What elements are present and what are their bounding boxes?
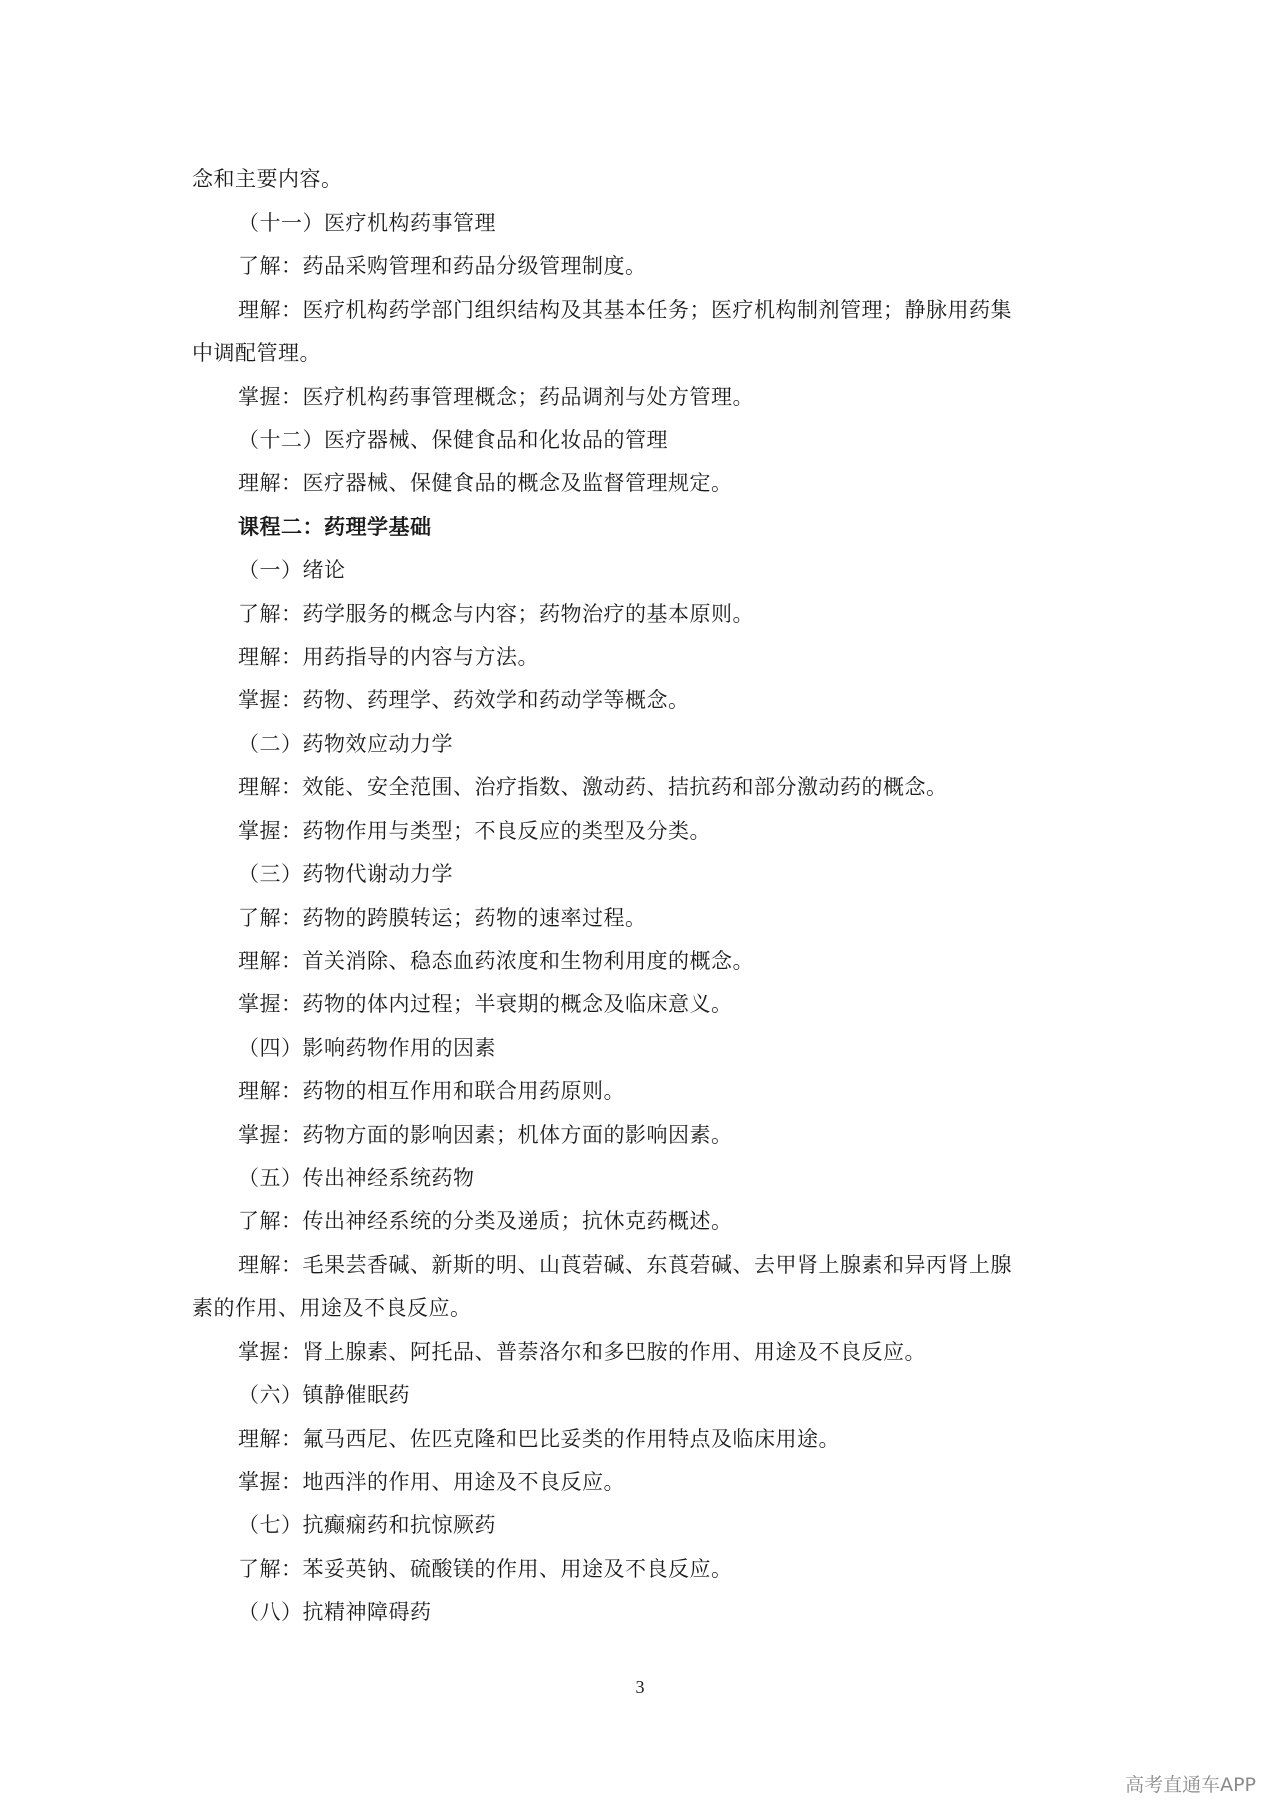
text-line: 理解：医疗器械、保健食品的概念及监督管理规定。 (238, 471, 733, 495)
text-line: 掌握：地西泮的作用、用途及不良反应。 (238, 1470, 625, 1494)
text-line: 了解：药学服务的概念与内容；药物治疗的基本原则。 (238, 602, 754, 626)
section-heading: （五）传出神经系统药物 (238, 1166, 475, 1190)
text-line: 了解：药物的跨膜转运；药物的速率过程。 (238, 906, 647, 930)
text-line: 理解：医疗机构药学部门组织结构及其基本任务；医疗机构制剂管理；静脉用药集 (238, 298, 1012, 322)
text-line: 中调配管理。 (192, 341, 321, 365)
text-line: 了解：传出神经系统的分类及递质；抗休克药概述。 (238, 1209, 733, 1233)
text-line: 素的作用、用途及不良反应。 (192, 1296, 472, 1320)
course-heading: 课程二：药理学基础 (238, 515, 432, 539)
section-heading: （七）抗癫痫药和抗惊厥药 (238, 1513, 496, 1537)
section-heading: （十一）医疗机构药事管理 (238, 211, 496, 235)
section-heading: （一）绪论 (238, 558, 346, 582)
text-line: 理解：药物的相互作用和联合用药原则。 (238, 1079, 625, 1103)
text-line: 掌握：药物作用与类型；不良反应的类型及分类。 (238, 819, 711, 843)
section-heading: （三）药物代谢动力学 (238, 862, 453, 886)
text-line: 念和主要内容。 (192, 167, 343, 191)
text-line: 了解：药品采购管理和药品分级管理制度。 (238, 254, 647, 278)
text-line: 掌握：药物方面的影响因素；机体方面的影响因素。 (238, 1123, 733, 1147)
text-line: 掌握：药物的体内过程；半衰期的概念及临床意义。 (238, 992, 733, 1016)
text-line: 理解：效能、安全范围、治疗指数、激动药、拮抗药和部分激动药的概念。 (238, 775, 948, 799)
section-heading: （六）镇静催眠药 (238, 1383, 410, 1407)
text-line: 掌握：医疗机构药事管理概念；药品调剂与处方管理。 (238, 385, 754, 409)
watermark: 高考直通车APP (1125, 1774, 1256, 1796)
text-line: 理解：氟马西尼、佐匹克隆和巴比妥类的作用特点及临床用途。 (238, 1427, 840, 1451)
section-heading: （八）抗精神障碍药 (238, 1600, 432, 1624)
page-number: 3 (635, 1677, 645, 1697)
text-line: 掌握：肾上腺素、阿托品、普萘洛尔和多巴胺的作用、用途及不良反应。 (238, 1340, 926, 1364)
text-line: 理解：用药指导的内容与方法。 (238, 645, 539, 669)
text-line: 掌握：药物、药理学、药效学和药动学等概念。 (238, 688, 690, 712)
text-line: 了解：苯妥英钠、硫酸镁的作用、用途及不良反应。 (238, 1557, 733, 1581)
section-heading: （十二）医疗器械、保健食品和化妆品的管理 (238, 428, 668, 452)
text-line: 理解：毛果芸香碱、新斯的明、山莨菪碱、东莨菪碱、去甲肾上腺素和异丙肾上腺 (238, 1253, 1012, 1277)
section-heading: （二）药物效应动力学 (238, 732, 453, 756)
section-heading: （四）影响药物作用的因素 (238, 1036, 496, 1060)
text-line: 理解：首关消除、稳态血药浓度和生物利用度的概念。 (238, 949, 754, 973)
